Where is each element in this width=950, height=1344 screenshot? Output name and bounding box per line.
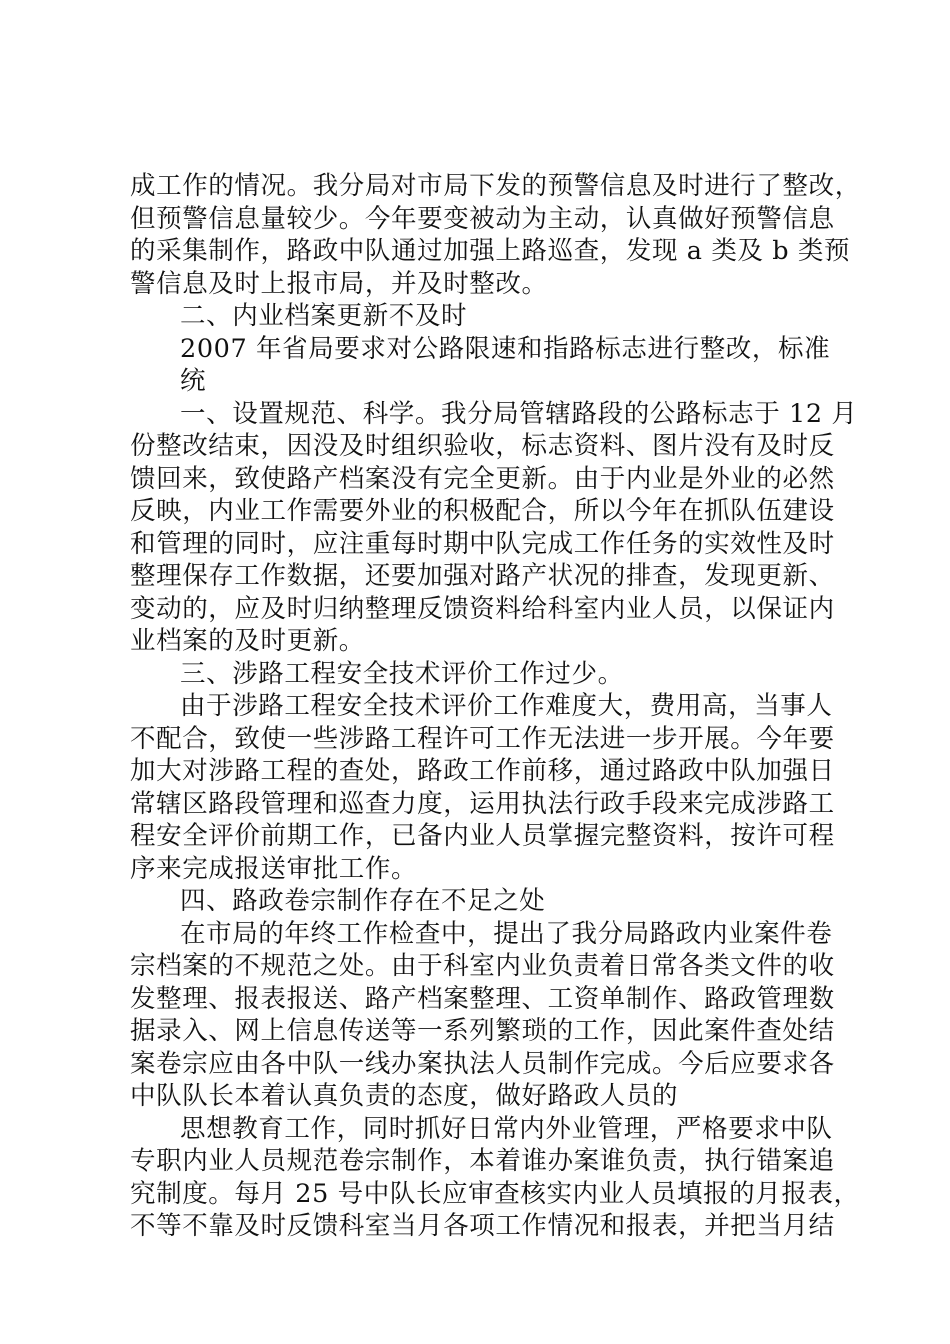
text-line: 一、设置规范、科学。我分局管辖路段的公路标志于 12 月 xyxy=(180,398,858,429)
text-line: 业档案的及时更新。 xyxy=(130,626,365,656)
text-line: 在市局的年终工作检查中，提出了我分局路政内业案件卷 xyxy=(180,918,833,949)
text-line: 不等不靠及时反馈科室当月各项工作情况和报表，并把当月结 xyxy=(130,1211,835,1241)
text-line: 专职内业人员规范卷宗制作，本着谁办案谁负责，执行错案追 xyxy=(130,1146,835,1176)
text-line: 统 xyxy=(180,366,207,396)
text-line: 据录入、网上信息传送等一系列繁琐的工作，因此案件查处结 xyxy=(130,1016,835,1046)
text-line: 案卷宗应由各中队一线办案执法人员制作完成。今后应要求各 xyxy=(130,1048,835,1079)
text-line: 馈回来，致使路产档案没有完全更新。由于内业是外业的必然 xyxy=(130,463,835,494)
text-line: 成工作的情况。我分局对市局下发的预警信息及时进行了整改， xyxy=(130,171,861,201)
text-line: 和管理的同时，应注重每时期中队完成工作任务的实效性及时 xyxy=(130,528,835,559)
text-line: 发整理、报表报送、路产档案整理、工资单制作、路政管理数 xyxy=(130,983,835,1014)
text-line: 不配合，致使一些涉路工程许可工作无法进一步开展。今年要 xyxy=(130,723,835,754)
text-line: 份整改结束，因没及时组织验收，标志资料、图片没有及时反 xyxy=(130,431,835,461)
text-line: 警信息及时上报市局，并及时整改。 xyxy=(130,268,548,299)
text-line: 中队队长本着认真负责的态度，做好路政人员的 xyxy=(130,1081,679,1111)
section-heading: 二、内业档案更新不及时 xyxy=(180,301,468,331)
text-line: 反映，内业工作需要外业的积极配合，所以今年在抓队伍建设 xyxy=(130,496,835,526)
text-line: 变动的，应及时归纳整理反馈资料给科室内业人员，以保证内 xyxy=(130,593,835,624)
document-body xyxy=(130,170,861,1243)
text-line: 思想教育工作，同时抓好日常内外业管理，严格要求中队 xyxy=(180,1113,833,1144)
text-line: 宗档案的不规范之处。由于科室内业负责着日常各类文件的收 xyxy=(130,951,835,981)
text-line: 常辖区路段管理和巡查力度，运用执法行政手段来完成涉路工 xyxy=(130,788,835,819)
text-line: 整理保存工作数据，还要加强对路产状况的排查，发现更新、 xyxy=(130,561,835,591)
text-line: 程安全评价前期工作，已备内业人员掌握完整资料，按许可程 xyxy=(130,821,835,851)
text-line: 加大对涉路工程的查处，路政工作前移，通过路政中队加强日 xyxy=(130,756,835,786)
section-heading: 三、涉路工程安全技术评价工作过少。 xyxy=(180,658,624,689)
text-line: 2007 年省局要求对公路限速和指路标志进行整改，标准 xyxy=(180,333,831,364)
text-line: 由于涉路工程安全技术评价工作难度大，费用高，当事人 xyxy=(180,691,833,721)
text-line: 究制度。每月 25 号中队长应审查核实内业人员填报的月报表， xyxy=(130,1178,860,1209)
text-line: 但预警信息量较少。今年要变被动为主动，认真做好预警信息 xyxy=(130,203,835,234)
section-heading: 四、路政卷宗制作存在不足之处 xyxy=(180,886,546,916)
text-line: 的采集制作，路政中队通过加强上路巡查，发现 a 类及 b 类预 xyxy=(130,236,851,266)
text-line: 序来完成报送审批工作。 xyxy=(130,853,418,884)
